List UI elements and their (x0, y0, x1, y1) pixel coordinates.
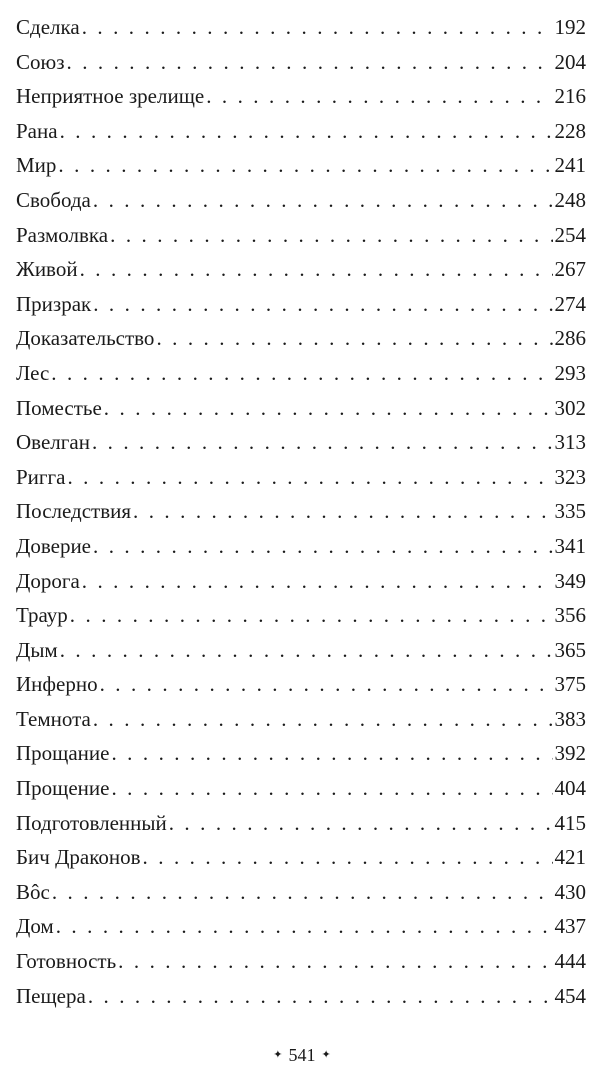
toc-entry-page: 293 (554, 360, 586, 385)
dot-leader (88, 979, 553, 1014)
dot-leader (70, 598, 553, 633)
toc-entry-title: Пещера (16, 983, 86, 1008)
dot-leader (93, 529, 553, 564)
toc-entry[interactable] (16, 840, 586, 875)
toc-entry[interactable] (16, 252, 586, 287)
toc-entry[interactable] (16, 771, 586, 806)
toc-entry-page: 204 (554, 49, 586, 74)
toc-entry[interactable] (16, 564, 586, 599)
toc-entry-title: Свобода (16, 187, 91, 212)
toc-entry-page: 454 (554, 983, 586, 1008)
toc-entry-title: Ригга (16, 464, 66, 489)
toc-entry-title: Вôс (16, 879, 50, 904)
toc-entry-page: 375 (554, 672, 586, 697)
toc-entry-title: Союз (16, 49, 65, 74)
dot-leader (52, 875, 553, 910)
toc-entry[interactable] (16, 806, 586, 841)
toc-entry-title: Подготовленный (16, 810, 167, 835)
dot-leader (51, 356, 552, 391)
toc-entry[interactable] (16, 45, 586, 80)
toc-entry[interactable] (16, 391, 586, 426)
toc-entry-title: Бич Драконов (16, 845, 141, 870)
toc-entry[interactable] (16, 10, 586, 45)
toc-entry-page: 254 (554, 222, 586, 247)
toc-entry-title: Живой (16, 257, 78, 282)
toc-entry-title: Призрак (16, 291, 92, 316)
toc-entry[interactable] (16, 667, 586, 702)
toc-entry[interactable] (16, 979, 586, 1014)
dot-leader (92, 425, 553, 460)
toc-entry[interactable] (16, 529, 586, 564)
toc-entry-page: 274 (554, 291, 586, 316)
toc-entry-page: 421 (554, 845, 586, 870)
toc-entry[interactable] (16, 321, 586, 356)
dot-leader (93, 287, 552, 322)
toc-entry-page: 383 (554, 706, 586, 731)
toc-entry-title: Дом (16, 914, 54, 939)
toc-entry-page: 430 (554, 879, 586, 904)
toc-entry-page: 241 (554, 153, 586, 178)
dot-leader (206, 79, 552, 114)
toc-entry-page: 392 (554, 741, 586, 766)
toc-entry-page: 248 (554, 187, 586, 212)
toc-entry-title: Прощение (16, 776, 110, 801)
dot-leader (143, 840, 553, 875)
toc-entry-title: Мир (16, 153, 57, 178)
toc-entry-title: Размолвка (16, 222, 109, 247)
dot-leader (111, 771, 552, 806)
toc-entry-page: 404 (554, 776, 586, 801)
toc-entry[interactable] (16, 114, 586, 149)
dot-leader (67, 460, 552, 495)
dot-leader (58, 148, 552, 183)
toc-entry-page: 365 (554, 637, 586, 662)
toc-entry-page: 356 (554, 603, 586, 628)
dot-leader (82, 10, 553, 45)
toc-entry-page: 349 (554, 568, 586, 593)
dot-leader (156, 321, 552, 356)
toc-entry[interactable] (16, 218, 586, 253)
dot-leader (56, 909, 553, 944)
toc-entry-title: Доказательство (16, 326, 155, 351)
toc-entry-page: 286 (554, 326, 586, 351)
toc-entry-page: 216 (554, 84, 586, 109)
toc-entry[interactable] (16, 633, 586, 668)
dot-leader (100, 667, 553, 702)
page-footer (0, 1043, 604, 1069)
dot-leader (104, 391, 553, 426)
toc-entry-page: 228 (554, 118, 586, 143)
dot-leader (60, 114, 553, 149)
toc-entry-title: Последствия (16, 499, 132, 524)
dot-leader (118, 944, 552, 979)
toc-entry-title: Овелган (16, 430, 90, 455)
toc-entry[interactable] (16, 183, 586, 218)
dot-leader (80, 252, 553, 287)
toc-entry-title: Лес (16, 360, 50, 385)
toc-entry[interactable] (16, 944, 586, 979)
toc-entry[interactable] (16, 598, 586, 633)
toc-entry-page: 341 (554, 533, 586, 558)
toc-entry[interactable] (16, 425, 586, 460)
dot-leader (82, 564, 553, 599)
toc-entry[interactable] (16, 356, 586, 391)
toc-entry-title: Дорога (16, 568, 80, 593)
toc-entry-page: 302 (554, 395, 586, 420)
toc-entry-title: Инферно (16, 672, 98, 697)
toc-entry-page: 323 (554, 464, 586, 489)
ornament-right-icon: ✦ (321, 1048, 331, 1061)
toc-entry-page: 267 (554, 257, 586, 282)
toc-entry[interactable] (16, 287, 586, 322)
table-of-contents (16, 10, 586, 1013)
toc-entry-title: Темнота (16, 706, 91, 731)
toc-entry[interactable] (16, 909, 586, 944)
toc-entry-title: Прощание (16, 741, 110, 766)
toc-entry[interactable] (16, 460, 586, 495)
dot-leader (169, 806, 553, 841)
toc-entry-page: 415 (554, 810, 586, 835)
toc-entry-title: Траур (16, 603, 68, 628)
dot-leader (111, 736, 552, 771)
toc-entry-page: 437 (554, 914, 586, 939)
dot-leader (93, 702, 553, 737)
toc-entry[interactable] (16, 148, 586, 183)
toc-entry[interactable] (16, 79, 586, 114)
dot-leader (133, 494, 552, 529)
toc-entry-page: 192 (554, 15, 586, 39)
toc-entry-page: 313 (554, 430, 586, 455)
dot-leader (67, 45, 553, 80)
toc-entry[interactable] (16, 494, 586, 529)
toc-entry-title: Готовность (16, 949, 117, 974)
toc-entry-title: Поместье (16, 395, 102, 420)
dot-leader (60, 633, 553, 668)
ornament-left-icon: ✦ (273, 1048, 283, 1061)
toc-entry-page: 335 (554, 499, 586, 524)
toc-entry[interactable] (16, 736, 586, 771)
toc-entry[interactable] (16, 702, 586, 737)
toc-entry-title: Неприятное зрелище (16, 84, 205, 109)
toc-entry-title: Дым (16, 637, 58, 662)
dot-leader (110, 218, 552, 253)
page-number: 541 (288, 1045, 316, 1065)
toc-entry-title: Рана (16, 118, 58, 143)
toc-entry[interactable] (16, 875, 586, 910)
toc-entry-title: Сделка (16, 15, 80, 39)
toc-entry-page: 444 (554, 949, 586, 974)
dot-leader (93, 183, 553, 218)
toc-entry-title: Доверие (16, 533, 91, 558)
